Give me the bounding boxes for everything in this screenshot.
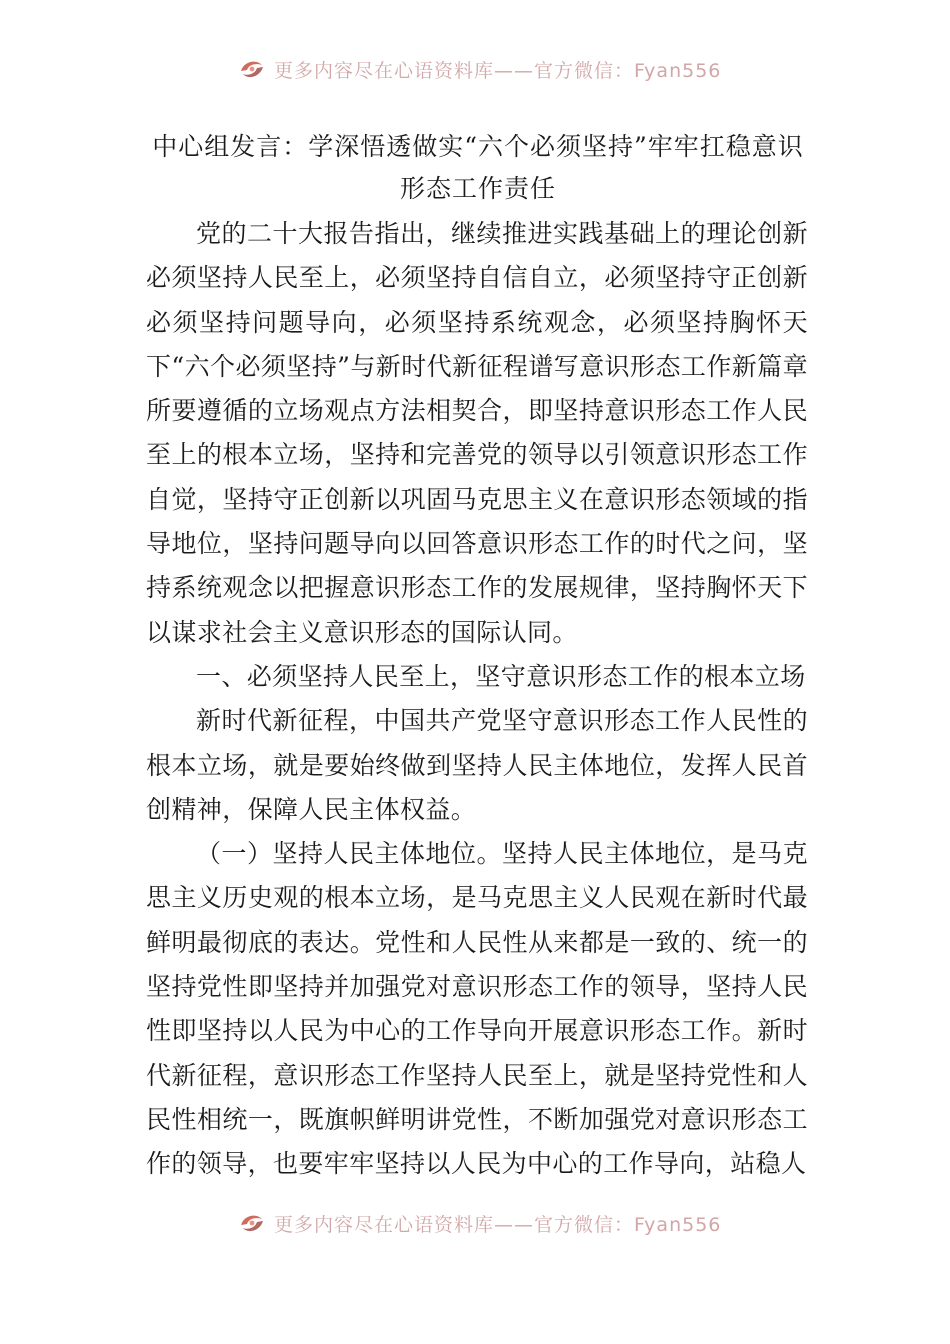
header-watermark-content: [238, 52, 721, 86]
footer-watermark-content: [238, 1206, 721, 1240]
watermark-text: 更多内容尽在心语资料库——官方微信：Fyan556: [274, 1213, 722, 1236]
document-title: 中心组发言：学深悟透做实“六个必须坚持”牢牢扛稳意识形态工作责任: [152, 132, 804, 203]
section-heading-1: 一、必须坚持人民至上，坚守意识形态工作的根本立场: [196, 661, 806, 691]
subsection-1-paragraph: （一）坚持人民主体地位。坚持人民主体地位，是马克思主义历史观的根本立场，是马克思主义人民观在新时代最鲜明最彻底的表达。党性和人民性从来都是一致的、统一的坚持党性即坚持并加强党对意识形态工作的领导，坚持人民性即坚持以人民为中心的工作导向开展意识形态工作。新时代新征程，意识形态工作坚持人民至上，就是坚持党性和人民性相统一，既旗帜鲜明讲党性，不断加强党对意识形态工作的领导，也要牢牢坚持以人民为中心的工作导向，站稳人: [146, 839, 808, 1179]
header-watermark: [0, 52, 950, 86]
intro-paragraph: 党的二十大报告指出，继续推进实践基础上的理论创新必须坚持人民至上，必须坚持自信自立，必须坚持守正创新必须坚持问题导向，必须坚持系统观念，必须坚持胸怀天下“六个必须坚持”与新时代新征程谱写意识形态工作新篇章所要遵循的立场观点方法相契合，即坚持意识形态工作人民至上的根本立场，坚持和完善党的领导以引领意识形态工作自觉，坚持守正创新以巩固马克思主义在意识形态领域的指导地位，坚持问题导向以回答意识形态工作的时代之问，坚持系统观念以把握意识形态工作的发展规律，坚持胸怀天下以谋求社会主义意识形态的国际认同。: [146, 219, 808, 647]
footer-watermark: [0, 1206, 950, 1240]
document-body: [146, 212, 808, 1187]
red-swirl-logo-icon: [238, 1211, 266, 1235]
section-1-paragraph: 新时代新征程，中国共产党坚守意识形态工作人民性的根本立场，就是要始终做到坚持人民主体地位，发挥人民首创精神，保障人民主体权益。: [146, 706, 808, 824]
red-swirl-logo-icon: [238, 57, 266, 81]
watermark-text: 更多内容尽在心语资料库——官方微信：Fyan556: [274, 59, 722, 82]
